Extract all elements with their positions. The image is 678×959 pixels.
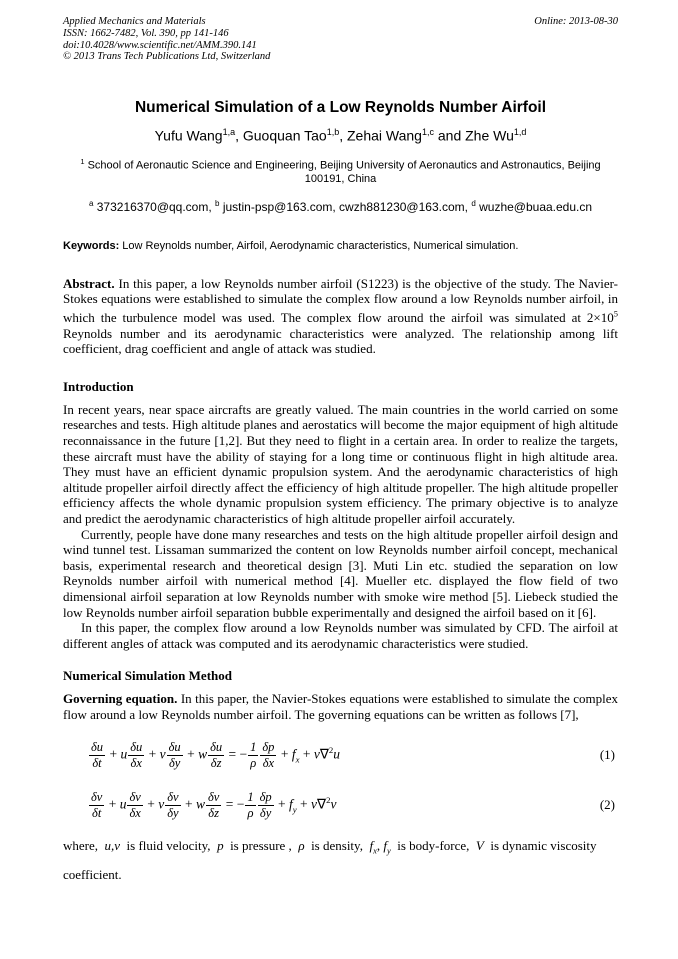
governing-text: In this paper, the Navier-Stokes equations were established to simulate the complex flow around a low Reynolds number airfoil. The governing equations can be written as follows [7], <box>63 691 618 722</box>
copyright-line: © 2013 Trans Tech Publications Ltd, Switzerland <box>63 51 271 63</box>
abstract-text: In this paper, a low Reynolds number airfoil (S1223) is the objective of the study. The Navier-Stokes equations were established to simulate the complex flow around a low Reynolds number airfoil, in which the turbulence model was used. The complex flow around the airfoil was simulated at $2\times 10^5$ Reynolds number and its aerodynamic characteristics were analyzed. The relationship among lift coefficient, drag coefficient and angle of attack was studied. <box>63 275 618 357</box>
intro-paragraph-1: In recent years, near space aircrafts are greatly valued. The main countries in the world carried on some researches and tests. High altitude planes and aerostatics will become the major equipment of high altitude reconnaissance in the future [1,2]. But they need to flight in a certain area. In order to realize the targets, these aircraft must have the ability of staying for a long time or continuous flight in high altitude area. They must have an efficient dynamic propulsion system. And the aerodynamic characteristics of high altitude propeller airfoil directly affect the efficiency of high altitude propeller. The high altitude propeller efficiency affects the whole dynamic propulsion system efficiency. The primary objective is to analyze and predict the aerodynamic characteristics of high altitude propeller airfoil accurately. <box>63 401 618 526</box>
equation-2-number: (2) <box>599 797 615 813</box>
issn-line: ISSN: 1662-7482, Vol. 390, pp 141-146 <box>63 27 229 39</box>
keywords-line <box>63 240 618 253</box>
section-heading-method: Numerical Simulation Method <box>63 668 232 684</box>
intro-paragraph-3: In this paper, the complex flow around a low Reynolds number was simulated by CFD. The airfoil at different angles of attack was computed and its aerodynamic characteristics were studied. <box>63 620 618 651</box>
journal-header <box>63 16 618 63</box>
equation-2-body: $\frac{\delta v}{\delta t}$ + u $\frac{\delta v}{\delta x}$ + v $\frac{\delta v}{\delta y}$ + w $\frac{\delta v}{\delta z}$ = − $\frac{1}{\rho}$ $\frac{\delta p}{\delta y}$ + $f_y + \nu\nabla^2v$ <box>91 789 337 820</box>
authors-line: Yufu Wang$^{1,a}$, Guoquan Tao$^{1,b}$, Zehai Wang$^{1,c}$ and Zhe Wu$^{1,d}$ <box>154 127 527 144</box>
online-date: Online: 2013-08-30 <box>534 16 618 27</box>
intro-paragraph-2: Currently, people have done many researches and tests on the high altitude propeller airfoil design and wind tunnel test. Lissaman summarized the content on low Reynolds number airfoil concept, mechanical basis, experimental research and theoretical design [3]. Muti Lin etc. studied the separation on low Reynolds number airfoil with numerical method [4]. Mueller etc. displayed the flow field of two dimensional airfoil separation at low Reynolds number with smoke wire method [5]. Liebeck studied the low Reynolds number airfoil separation bubble experimentally and designed the airfoil based on it [6]. <box>63 526 618 620</box>
doi-line: doi:10.4028/www.scientific.net/AMM.390.141 <box>63 39 257 51</box>
abstract-paragraph <box>63 276 618 357</box>
section-heading-introduction: Introduction <box>63 378 134 394</box>
journal-name: Applied Mechanics and Materials <box>63 16 206 27</box>
affiliation-line: $^1$ School of Aeronautic Science and Engineering, Beijing University of Aeronautics and Astronautics, Beijing 100191, China <box>80 156 601 185</box>
governing-label: Governing equation. <box>63 691 178 707</box>
abstract-label: Abstract. <box>63 275 115 291</box>
paper-title: Numerical Simulation of a Low Reynolds Number Airfoil <box>134 99 547 117</box>
journal-header-left <box>63 16 270 63</box>
keywords-text: Low Reynolds number, Airfoil, Aerodynamic characteristics, Numerical simulation. <box>119 239 519 252</box>
equation-1-number: (1) <box>599 747 615 763</box>
equation-2 <box>88 788 618 822</box>
keywords-label: Keywords: <box>63 239 120 252</box>
where-clause: where, u,v is fluid velocity, p is pressure , ρ is density, $f_x$, $f_y$ is body-force, V is dynamic viscosity coefficient. <box>63 838 597 883</box>
equation-1 <box>88 738 618 772</box>
equation-1-body: $\frac{\delta u}{\delta t}$ + u $\frac{\delta u}{\delta x}$ + v $\frac{\delta u}{\delta y}$ + w $\frac{\delta u}{\delta z}$ = − $\frac{1}{\rho}$ $\frac{\delta p}{\delta x}$ + $f_x + \nu\nabla^2u$ <box>91 739 341 770</box>
emails-line: $^a$ 373216370@qq.com, $^b$ justin-psp@163.com, cwzh881230@163.com, $^d$ wuzhe@buaa.edu.cn <box>88 198 593 214</box>
governing-equation-paragraph <box>63 691 618 722</box>
